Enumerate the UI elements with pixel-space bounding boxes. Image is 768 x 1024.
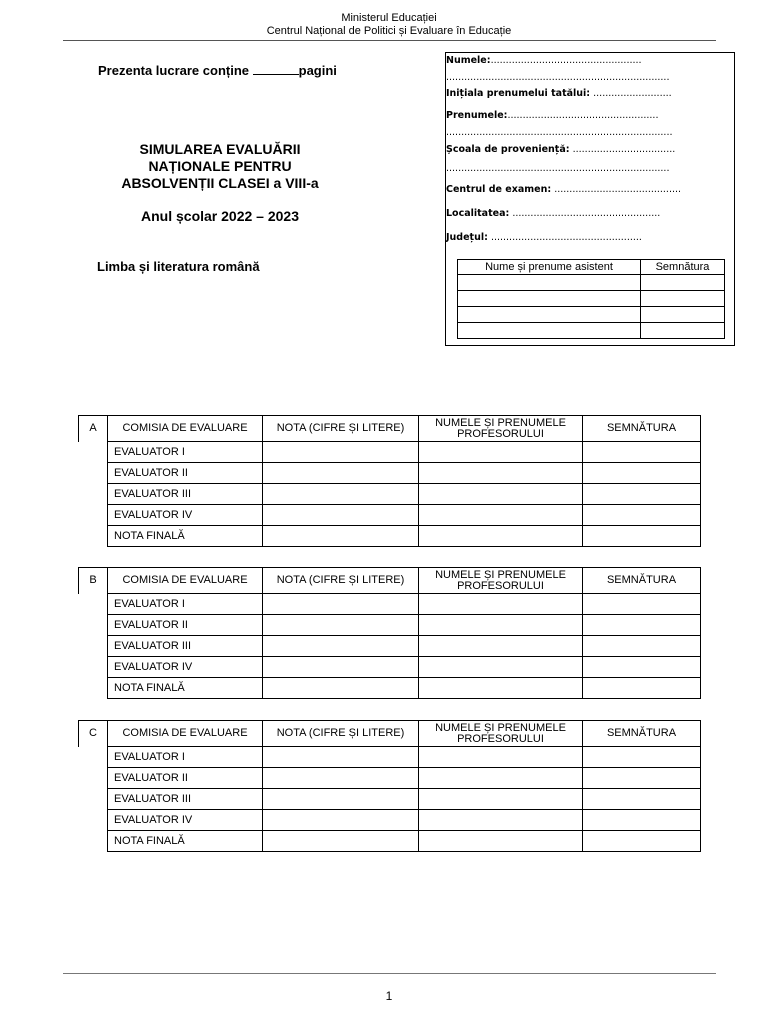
letter-spacer	[79, 768, 108, 789]
centru-dots: ..........................................	[554, 184, 682, 195]
exam-title	[92, 141, 348, 192]
localitate-field[interactable]	[446, 208, 660, 219]
assistant-signature-cell[interactable]	[641, 275, 725, 291]
grade-cell[interactable]	[263, 526, 419, 547]
evaluator-label: EVALUATOR IV	[108, 657, 263, 678]
evaluator-label: EVALUATOR II	[108, 768, 263, 789]
teacher-name-cell[interactable]	[419, 789, 583, 810]
signature-cell[interactable]	[583, 615, 701, 636]
initiala-label: Inițiala prenumelui tatălui:	[446, 88, 591, 99]
title-line-3: ABSOLVENȚII CLASEI a VIII-a	[121, 175, 319, 191]
scoala-cont-dots: ..........................................................................	[446, 163, 670, 174]
evaluator-label: EVALUATOR II	[108, 463, 263, 484]
scoala-dots: ..................................	[572, 144, 676, 155]
signature-cell[interactable]	[583, 789, 701, 810]
teacher-name-cell[interactable]	[419, 484, 583, 505]
table-letter: A	[79, 416, 108, 442]
evaluation-table-c	[78, 720, 701, 852]
teacher-name-cell[interactable]	[419, 505, 583, 526]
signature-cell[interactable]	[583, 831, 701, 852]
grade-cell[interactable]	[263, 789, 419, 810]
initiala-dots: ..........................	[593, 88, 672, 99]
signature-header: SEMNĂTURA	[583, 568, 701, 594]
teacher-name-cell[interactable]	[419, 463, 583, 484]
evaluator-row	[79, 657, 701, 678]
letter-spacer	[79, 636, 108, 657]
grade-cell[interactable]	[263, 463, 419, 484]
assistant-row	[458, 307, 725, 323]
teacher-name-cell[interactable]	[419, 442, 583, 463]
teacher-name-header: NUMELE ȘI PRENUMELE PROFESORULUI	[419, 721, 583, 747]
assistant-name-header: Nume și prenume asistent	[458, 260, 641, 275]
grade-cell[interactable]	[263, 484, 419, 505]
centru-field[interactable]	[446, 184, 681, 195]
teacher-name-header: NUMELE ȘI PRENUMELE PROFESORULUI	[419, 568, 583, 594]
nume-dots: ..................................................	[490, 55, 642, 66]
teacher-name-cell[interactable]	[419, 526, 583, 547]
letter-spacer	[79, 831, 108, 852]
teacher-name-cell[interactable]	[419, 768, 583, 789]
signature-cell[interactable]	[583, 526, 701, 547]
pages-count-blank[interactable]	[253, 63, 299, 75]
evaluation-header-row	[79, 416, 701, 442]
grade-cell[interactable]	[263, 594, 419, 615]
evaluation-header-row	[79, 568, 701, 594]
grade-cell[interactable]	[263, 768, 419, 789]
teacher-name-cell[interactable]	[419, 810, 583, 831]
assistant-signature-cell[interactable]	[641, 307, 725, 323]
assistant-signature-header: Semnătura	[641, 260, 725, 275]
pages-suffix: pagini	[298, 63, 337, 78]
evaluator-label: EVALUATOR I	[108, 594, 263, 615]
grade-cell[interactable]	[263, 636, 419, 657]
final-grade-row	[79, 831, 701, 852]
grade-cell[interactable]	[263, 747, 419, 768]
evaluator-row	[79, 442, 701, 463]
grade-cell[interactable]	[263, 810, 419, 831]
nume-field[interactable]	[446, 55, 642, 66]
pages-statement	[98, 63, 337, 78]
final-grade-label: NOTA FINALĂ	[108, 678, 263, 699]
grade-header: NOTA (CIFRE ȘI LITERE)	[263, 721, 419, 747]
assistant-name-cell[interactable]	[458, 291, 641, 307]
grade-cell[interactable]	[263, 678, 419, 699]
judet-dots: ..................................................	[490, 232, 642, 243]
scoala-field[interactable]	[446, 144, 675, 155]
centru-label: Centrul de examen:	[446, 184, 552, 195]
grade-cell[interactable]	[263, 442, 419, 463]
initiala-field[interactable]	[446, 88, 672, 99]
letter-spacer	[79, 526, 108, 547]
teacher-name-cell[interactable]	[419, 747, 583, 768]
evaluator-row	[79, 594, 701, 615]
letter-spacer	[79, 747, 108, 768]
letter-spacer	[79, 442, 108, 463]
nume-label: Numele:	[446, 55, 491, 66]
scoala-continuation[interactable]	[446, 163, 669, 174]
teacher-name-cell[interactable]	[419, 678, 583, 699]
prenume-continuation[interactable]	[446, 127, 672, 138]
signature-cell[interactable]	[583, 810, 701, 831]
final-grade-row	[79, 678, 701, 699]
judet-label: Județul:	[446, 232, 488, 243]
title-line-1: SIMULAREA EVALUĂRII	[139, 141, 301, 157]
nume-cont-dots: ..........................................................................	[446, 72, 670, 83]
table-letter: B	[79, 568, 108, 594]
footer-divider	[63, 973, 716, 974]
prenume-dots: ..................................................	[507, 110, 659, 121]
table-letter: C	[79, 721, 108, 747]
letter-spacer	[79, 810, 108, 831]
final-grade-label: NOTA FINALĂ	[108, 831, 263, 852]
evaluator-row	[79, 810, 701, 831]
teacher-name-cell[interactable]	[419, 594, 583, 615]
prenume-label: Prenumele:	[446, 110, 508, 121]
final-grade-label: NOTA FINALĂ	[108, 526, 263, 547]
candidate-id-box	[445, 52, 735, 346]
assistant-signature-cell[interactable]	[641, 323, 725, 339]
signature-cell[interactable]	[583, 747, 701, 768]
signature-cell[interactable]	[583, 442, 701, 463]
judet-field[interactable]	[446, 232, 642, 243]
assistant-signature-cell[interactable]	[641, 291, 725, 307]
evaluator-label: EVALUATOR I	[108, 442, 263, 463]
title-line-2: NAȚIONALE PENTRU	[148, 158, 292, 174]
teacher-name-header: NUMELE ȘI PRENUMELE PROFESORULUI	[419, 416, 583, 442]
evaluator-label: EVALUATOR III	[108, 484, 263, 505]
evaluator-label: EVALUATOR III	[108, 789, 263, 810]
signature-header: SEMNĂTURA	[583, 721, 701, 747]
grade-header: NOTA (CIFRE ȘI LITERE)	[263, 568, 419, 594]
assistant-name-cell[interactable]	[458, 307, 641, 323]
evaluator-row	[79, 505, 701, 526]
signature-cell[interactable]	[583, 678, 701, 699]
page-number: 1	[385, 989, 393, 1003]
grade-cell[interactable]	[263, 657, 419, 678]
letter-spacer	[79, 657, 108, 678]
evaluator-label: EVALUATOR III	[108, 636, 263, 657]
letter-spacer	[79, 463, 108, 484]
ministry-name: Ministerul Educației	[341, 12, 437, 24]
school-year: Anul școlar 2022 – 2023	[141, 208, 299, 224]
signature-header: SEMNĂTURA	[583, 416, 701, 442]
assistant-name-cell[interactable]	[458, 323, 641, 339]
assistant-name-cell[interactable]	[458, 275, 641, 291]
assistant-row	[458, 323, 725, 339]
teacher-name-cell[interactable]	[419, 657, 583, 678]
assistant-row	[458, 291, 725, 307]
commission-header: COMISIA DE EVALUARE	[108, 568, 263, 594]
document-header	[0, 12, 768, 38]
signature-cell[interactable]	[583, 594, 701, 615]
grade-cell[interactable]	[263, 505, 419, 526]
evaluator-row	[79, 636, 701, 657]
assistant-header-row	[458, 260, 725, 275]
assistant-table	[457, 259, 725, 339]
assistant-row	[458, 275, 725, 291]
localitate-dots: .................................................	[512, 208, 661, 219]
evaluation-header-row	[79, 721, 701, 747]
evaluator-label: EVALUATOR I	[108, 747, 263, 768]
center-name: Centrul Național de Politici și Evaluare în Educație	[266, 25, 512, 37]
letter-spacer	[79, 594, 108, 615]
signature-cell[interactable]	[583, 657, 701, 678]
signature-cell[interactable]	[583, 768, 701, 789]
evaluator-row	[79, 484, 701, 505]
commission-header: COMISIA DE EVALUARE	[108, 416, 263, 442]
evaluator-row	[79, 789, 701, 810]
prenume-field[interactable]	[446, 110, 658, 121]
subject-name: Limba și literatura română	[97, 259, 260, 274]
evaluator-row	[79, 768, 701, 789]
header-divider	[63, 40, 716, 41]
signature-cell[interactable]	[583, 463, 701, 484]
evaluator-label: EVALUATOR IV	[108, 505, 263, 526]
evaluator-row	[79, 463, 701, 484]
evaluation-table-b	[78, 567, 701, 699]
scoala-label: Școala de proveniență:	[446, 144, 570, 155]
signature-cell[interactable]	[583, 505, 701, 526]
final-grade-row	[79, 526, 701, 547]
teacher-name-cell[interactable]	[419, 636, 583, 657]
letter-spacer	[79, 789, 108, 810]
evaluator-label: EVALUATOR II	[108, 615, 263, 636]
evaluator-label: EVALUATOR IV	[108, 810, 263, 831]
grade-header: NOTA (CIFRE ȘI LITERE)	[263, 416, 419, 442]
commission-header: COMISIA DE EVALUARE	[108, 721, 263, 747]
grade-cell[interactable]	[263, 831, 419, 852]
evaluator-row	[79, 747, 701, 768]
letter-spacer	[79, 678, 108, 699]
letter-spacer	[79, 505, 108, 526]
evaluation-table-a	[78, 415, 701, 547]
letter-spacer	[79, 615, 108, 636]
signature-cell[interactable]	[583, 484, 701, 505]
localitate-label: Localitatea:	[446, 208, 510, 219]
evaluator-row	[79, 615, 701, 636]
nume-continuation[interactable]	[446, 72, 669, 83]
teacher-name-cell[interactable]	[419, 615, 583, 636]
pages-prefix: Prezenta lucrare conține	[98, 63, 249, 78]
signature-cell[interactable]	[583, 636, 701, 657]
prenume-cont-dots: ...........................................................................	[446, 127, 673, 138]
teacher-name-cell[interactable]	[419, 831, 583, 852]
letter-spacer	[79, 484, 108, 505]
grade-cell[interactable]	[263, 615, 419, 636]
